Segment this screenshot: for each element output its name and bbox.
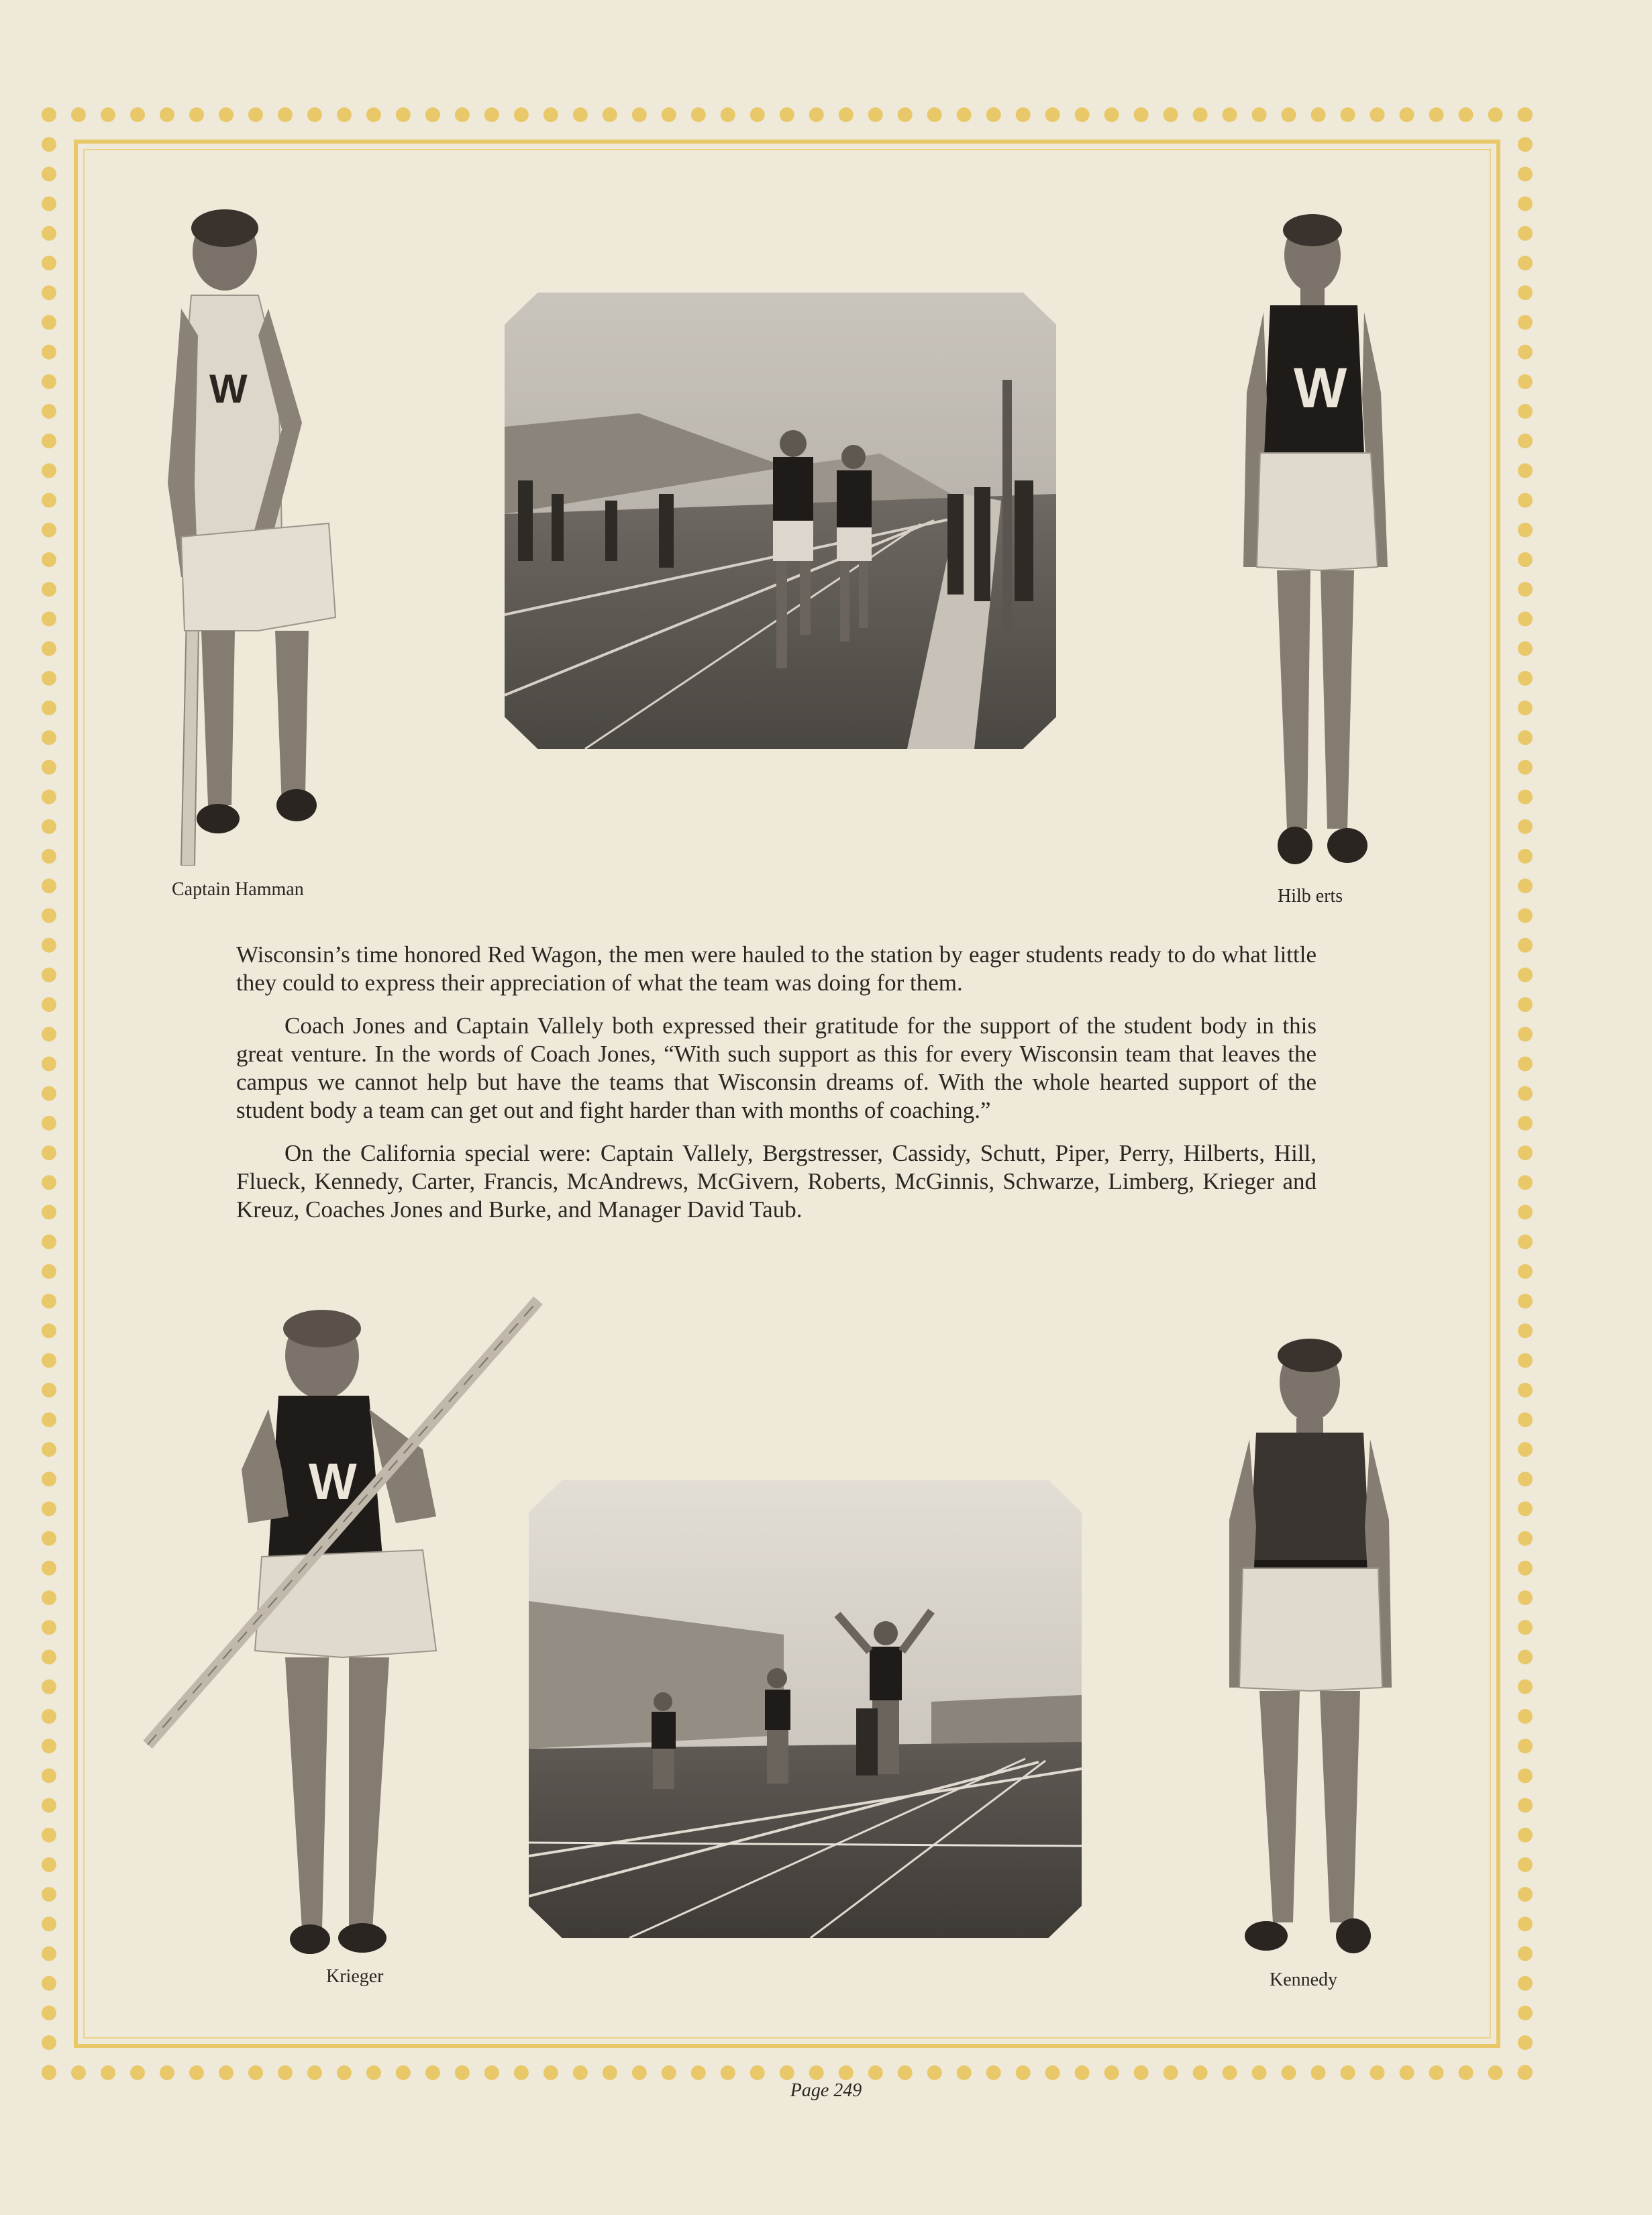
- caption-krieger: Krieger: [326, 1966, 384, 1987]
- caption-captain-hamman: Captain Hamman: [172, 879, 304, 900]
- paragraph-2: Coach Jones and Captain Vallely both expressed their gratitude for the support of the student body in this great venture. In the words of Coach Jones, “With such support as this for every Wisconsin team that leaves the campus we cannot help but have the teams that Wisconsin dreams of. With the whole hearted support of the student body a team can get out and fight harder than with months of coaching.”: [236, 1013, 1317, 1123]
- photo-hilberts: [1233, 205, 1401, 869]
- paragraph-1: Wisconsin’s time honored Red Wagon, the men were hauled to the station by eager students ready to do what little they could to express their appreciation of what the team was doing for them.: [236, 941, 1317, 996]
- photo-kennedy: [1209, 1332, 1404, 1963]
- photo-krieger: [141, 1295, 544, 1966]
- article-text: [236, 941, 1317, 1239]
- jersey-letter: W: [309, 1453, 357, 1510]
- photo-race-finish-top: [505, 293, 1056, 749]
- photo-race-finish-bottom: [529, 1480, 1082, 1938]
- photo-captain-hamman: [168, 201, 349, 866]
- caption-kennedy: Kennedy: [1270, 1969, 1338, 1990]
- jersey-letter: W: [209, 366, 248, 411]
- page-number: Page 249: [790, 2080, 862, 2101]
- jersey-letter: W: [1294, 356, 1347, 419]
- paragraph-3: On the California special were: Captain Vallely, Bergstresser, Cassidy, Schutt, Piper, Perry, Hilberts, Hill, Flueck, Kennedy, Carter, Francis, McAndrews, McGivern, Roberts, McGinnis, Schwarze, Limberg, Krieger and Kreuz, Coaches Jones and Burke, and Manager David Taub.: [236, 1140, 1317, 1223]
- caption-hilberts: Hilb erts: [1278, 886, 1343, 907]
